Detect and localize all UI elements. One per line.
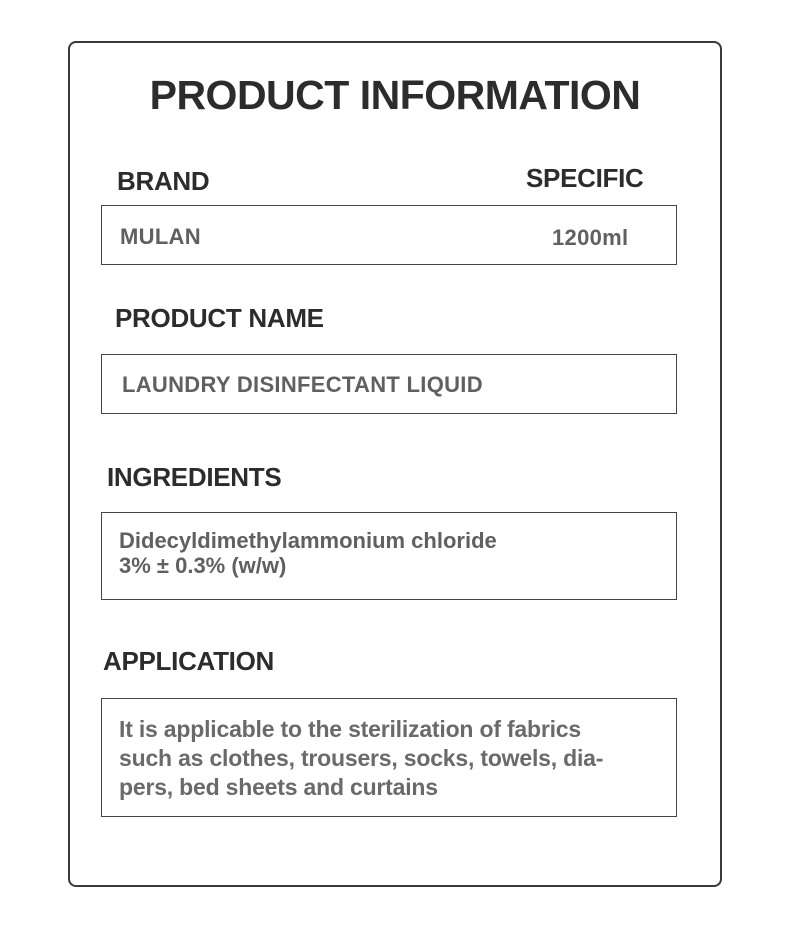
- application-line-3: pers, bed sheets and curtains: [119, 774, 438, 800]
- application-line-2: such as clothes, trousers, socks, towels, dia-: [119, 745, 604, 771]
- specific-value: 1200ml: [552, 225, 629, 250]
- product-name-value: LAUNDRY DISINFECTANT LIQUID: [122, 372, 483, 397]
- ingredients-label: INGREDIENTS: [107, 462, 282, 492]
- brand-value: MULAN: [120, 224, 201, 249]
- brand-label: BRAND: [117, 166, 210, 196]
- ingredients-line-2: 3% ± 0.3% (w/w): [119, 553, 287, 578]
- product-name-label: PRODUCT NAME: [115, 303, 324, 333]
- application-label: APPLICATION: [103, 646, 274, 676]
- specific-label: SPECIFIC: [526, 163, 644, 193]
- application-line-1: It is applicable to the sterilization of fabrics: [119, 716, 581, 742]
- ingredients-line-1: Didecyldimethylammonium chloride: [119, 528, 497, 553]
- page-title: PRODUCT INFORMATION: [149, 72, 641, 118]
